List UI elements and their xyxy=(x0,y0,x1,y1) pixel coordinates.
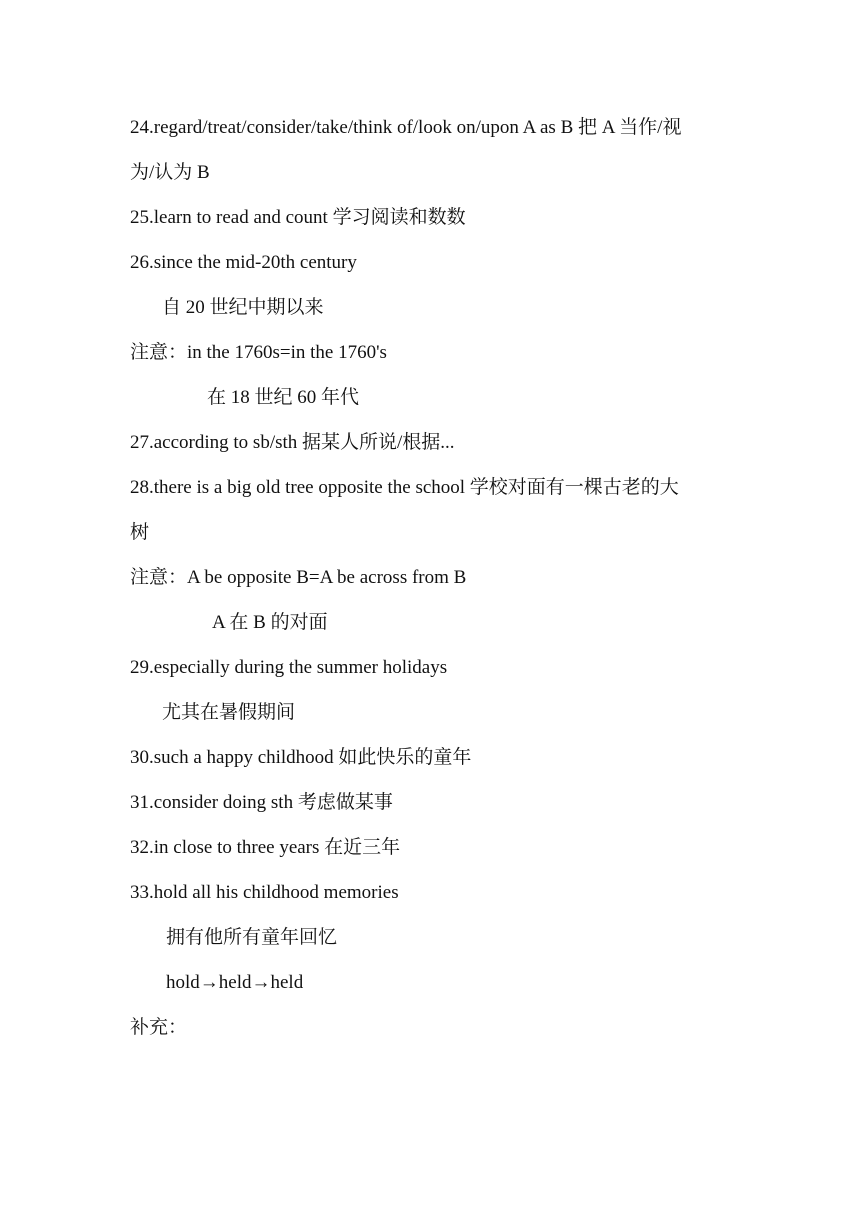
entry-33-verb-forms: hold→held→held xyxy=(166,972,304,993)
entry-26-line: 26.since the mid-20th century xyxy=(130,252,357,273)
supplement-label: 补充： xyxy=(130,1017,188,1038)
note-line: 注意：in the 1760s=in the 1760's xyxy=(130,342,387,363)
entry-30-line: 30.such a happy childhood 如此快乐的童年 xyxy=(130,747,472,768)
entry-24-line: 24.regard/treat/consider/take/think of/look on/upon A as B 把 A 当作/视 xyxy=(130,117,682,138)
entry-33-translation: 拥有他所有童年回忆 xyxy=(166,927,338,948)
entry-31-line: 31.consider doing sth 考虑做某事 xyxy=(130,792,393,813)
entry-29-line: 29.especially during the summer holidays xyxy=(130,657,448,678)
note-translation: 在 18 世纪 60 年代 xyxy=(207,387,360,408)
entry-28-continuation: 树 xyxy=(130,522,150,543)
note-translation: A 在 B 的对面 xyxy=(212,612,328,633)
entry-29-translation: 尤其在暑假期间 xyxy=(162,702,296,723)
entry-33-line: 33.hold all his childhood memories xyxy=(130,882,399,903)
entry-28-line: 28.there is a big old tree opposite the school 学校对面有一棵古老的大 xyxy=(130,477,679,498)
entry-26-translation: 自 20 世纪中期以来 xyxy=(162,297,324,318)
entry-24-continuation: 为/认为 B xyxy=(130,162,210,183)
entry-25-line: 25.learn to read and count 学习阅读和数数 xyxy=(130,207,466,228)
note-line: 注意：A be opposite B=A be across from B xyxy=(130,567,467,588)
entry-32-line: 32.in close to three years 在近三年 xyxy=(130,837,401,858)
entry-27-line: 27.according to sb/sth 据某人所说/根据... xyxy=(130,432,455,453)
